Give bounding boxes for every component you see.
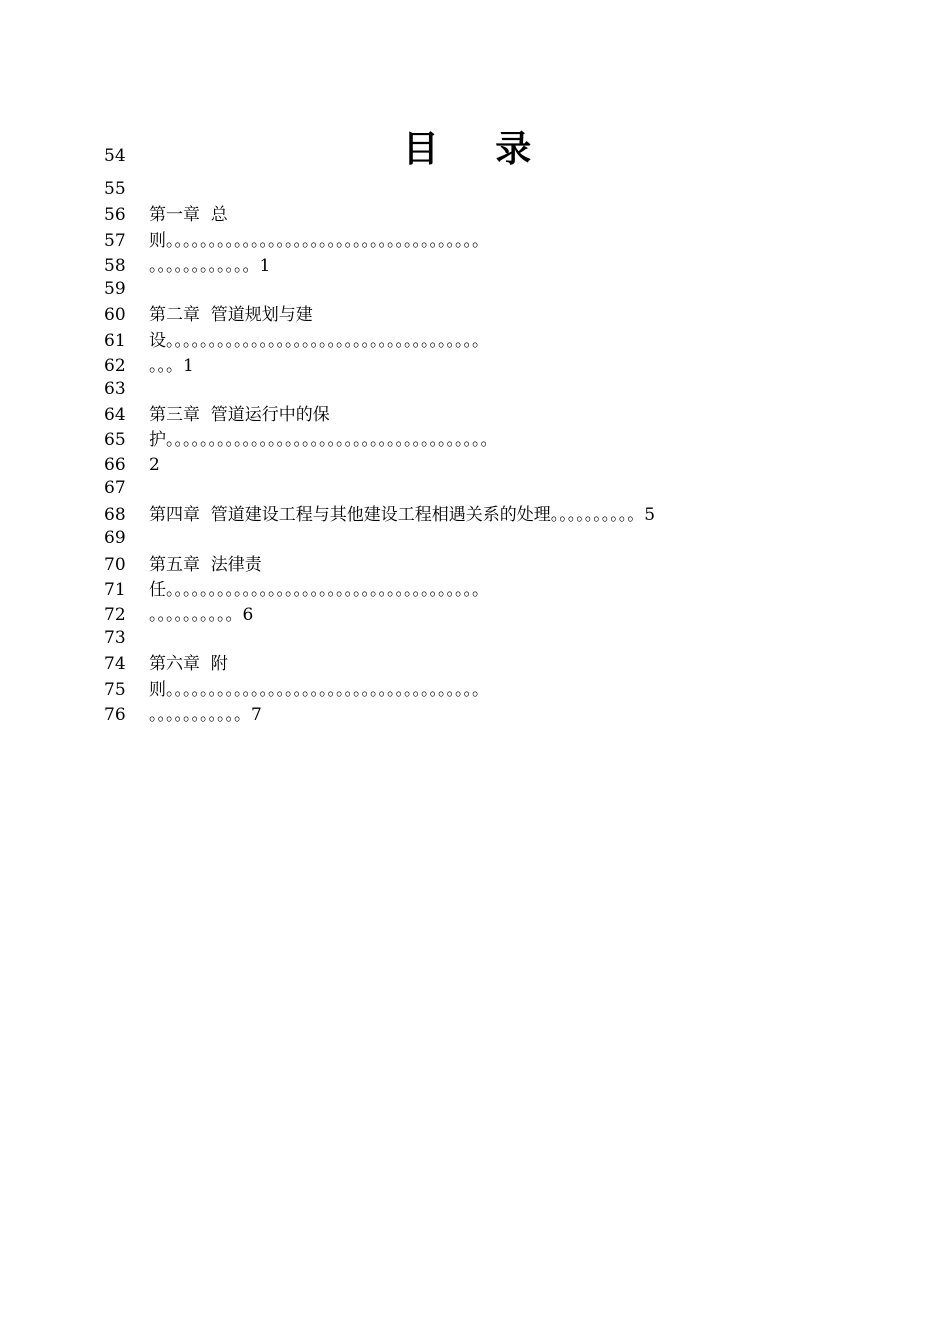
page-title: 目 录 xyxy=(402,129,554,170)
line-text: 。。。。。。。。。。6 xyxy=(149,605,254,625)
toc-chapter-heading xyxy=(0,652,950,677)
line-number: 71 xyxy=(104,580,126,600)
document-line xyxy=(0,526,950,551)
line-number: 54 xyxy=(104,146,126,166)
line-text: 第四章 管道建设工程与其他建设工程相遇关系的处理。。。。。。。。。。5 xyxy=(149,505,656,525)
toc-page-ref-line xyxy=(0,354,950,379)
document-line xyxy=(0,144,950,169)
toc-page-ref-line xyxy=(0,703,950,728)
toc-page-ref-line xyxy=(0,453,950,478)
toc-leader-line xyxy=(0,428,950,453)
toc-leader-line xyxy=(0,578,950,603)
line-number: 67 xyxy=(104,478,126,498)
line-number: 72 xyxy=(104,605,126,625)
line-number: 55 xyxy=(104,179,126,199)
line-text: 。。。。。。。。。。。7 xyxy=(149,705,262,725)
line-text: 护。。。。。。。。。。。。。。。。。。。。。。。。。。。。。。。。。。。。。。 xyxy=(149,430,498,450)
toc-page-ref-line xyxy=(0,254,950,279)
line-text: 。。。。。。。。。。。。1 xyxy=(149,256,271,276)
toc-chapter-heading xyxy=(0,303,950,328)
line-number: 60 xyxy=(104,305,126,325)
line-number: 68 xyxy=(104,505,126,525)
line-text: 第六章 附 xyxy=(149,654,228,674)
document-line xyxy=(0,476,950,501)
line-number: 65 xyxy=(104,430,126,450)
line-text: 设。。。。。。。。。。。。。。。。。。。。。。。。。。。。。。。。。。。。。 xyxy=(149,331,489,351)
line-number: 70 xyxy=(104,555,126,575)
toc-page-ref-line xyxy=(0,603,950,628)
line-number: 57 xyxy=(104,231,126,251)
line-text: 。。。1 xyxy=(149,356,194,376)
line-text: 任。。。。。。。。。。。。。。。。。。。。。。。。。。。。。。。。。。。。。 xyxy=(149,580,489,600)
line-number: 59 xyxy=(104,279,126,299)
document-line xyxy=(0,626,950,651)
line-number: 69 xyxy=(104,528,126,548)
line-number: 63 xyxy=(104,379,126,399)
line-number: 74 xyxy=(104,654,126,674)
toc-leader-line xyxy=(0,329,950,354)
line-number: 76 xyxy=(104,705,126,725)
toc-chapter-heading xyxy=(0,203,950,228)
line-number: 56 xyxy=(104,205,126,225)
line-number: 64 xyxy=(104,405,126,425)
line-number: 62 xyxy=(104,356,126,376)
line-text: 第二章 管道规划与建 xyxy=(149,305,313,325)
line-text: 则。。。。。。。。。。。。。。。。。。。。。。。。。。。。。。。。。。。。。 xyxy=(149,231,489,251)
toc-chapter-heading xyxy=(0,553,950,578)
line-text: 2 xyxy=(149,455,160,475)
line-text: 第五章 法律责 xyxy=(149,555,262,575)
line-number: 73 xyxy=(104,628,126,648)
line-text: 第三章 管道运行中的保 xyxy=(149,405,330,425)
toc-leader-line xyxy=(0,678,950,703)
line-number: 58 xyxy=(104,256,126,276)
toc-leader-line xyxy=(0,229,950,254)
line-text: 则。。。。。。。。。。。。。。。。。。。。。。。。。。。。。。。。。。。。。 xyxy=(149,680,489,700)
document-line xyxy=(0,177,950,202)
line-number: 61 xyxy=(104,331,126,351)
document-line xyxy=(0,277,950,302)
line-number: 75 xyxy=(104,680,126,700)
line-number: 66 xyxy=(104,455,126,475)
toc-chapter-heading xyxy=(0,503,950,528)
line-text: 第一章 总 xyxy=(149,205,228,225)
document-line xyxy=(0,377,950,402)
toc-chapter-heading xyxy=(0,403,950,428)
